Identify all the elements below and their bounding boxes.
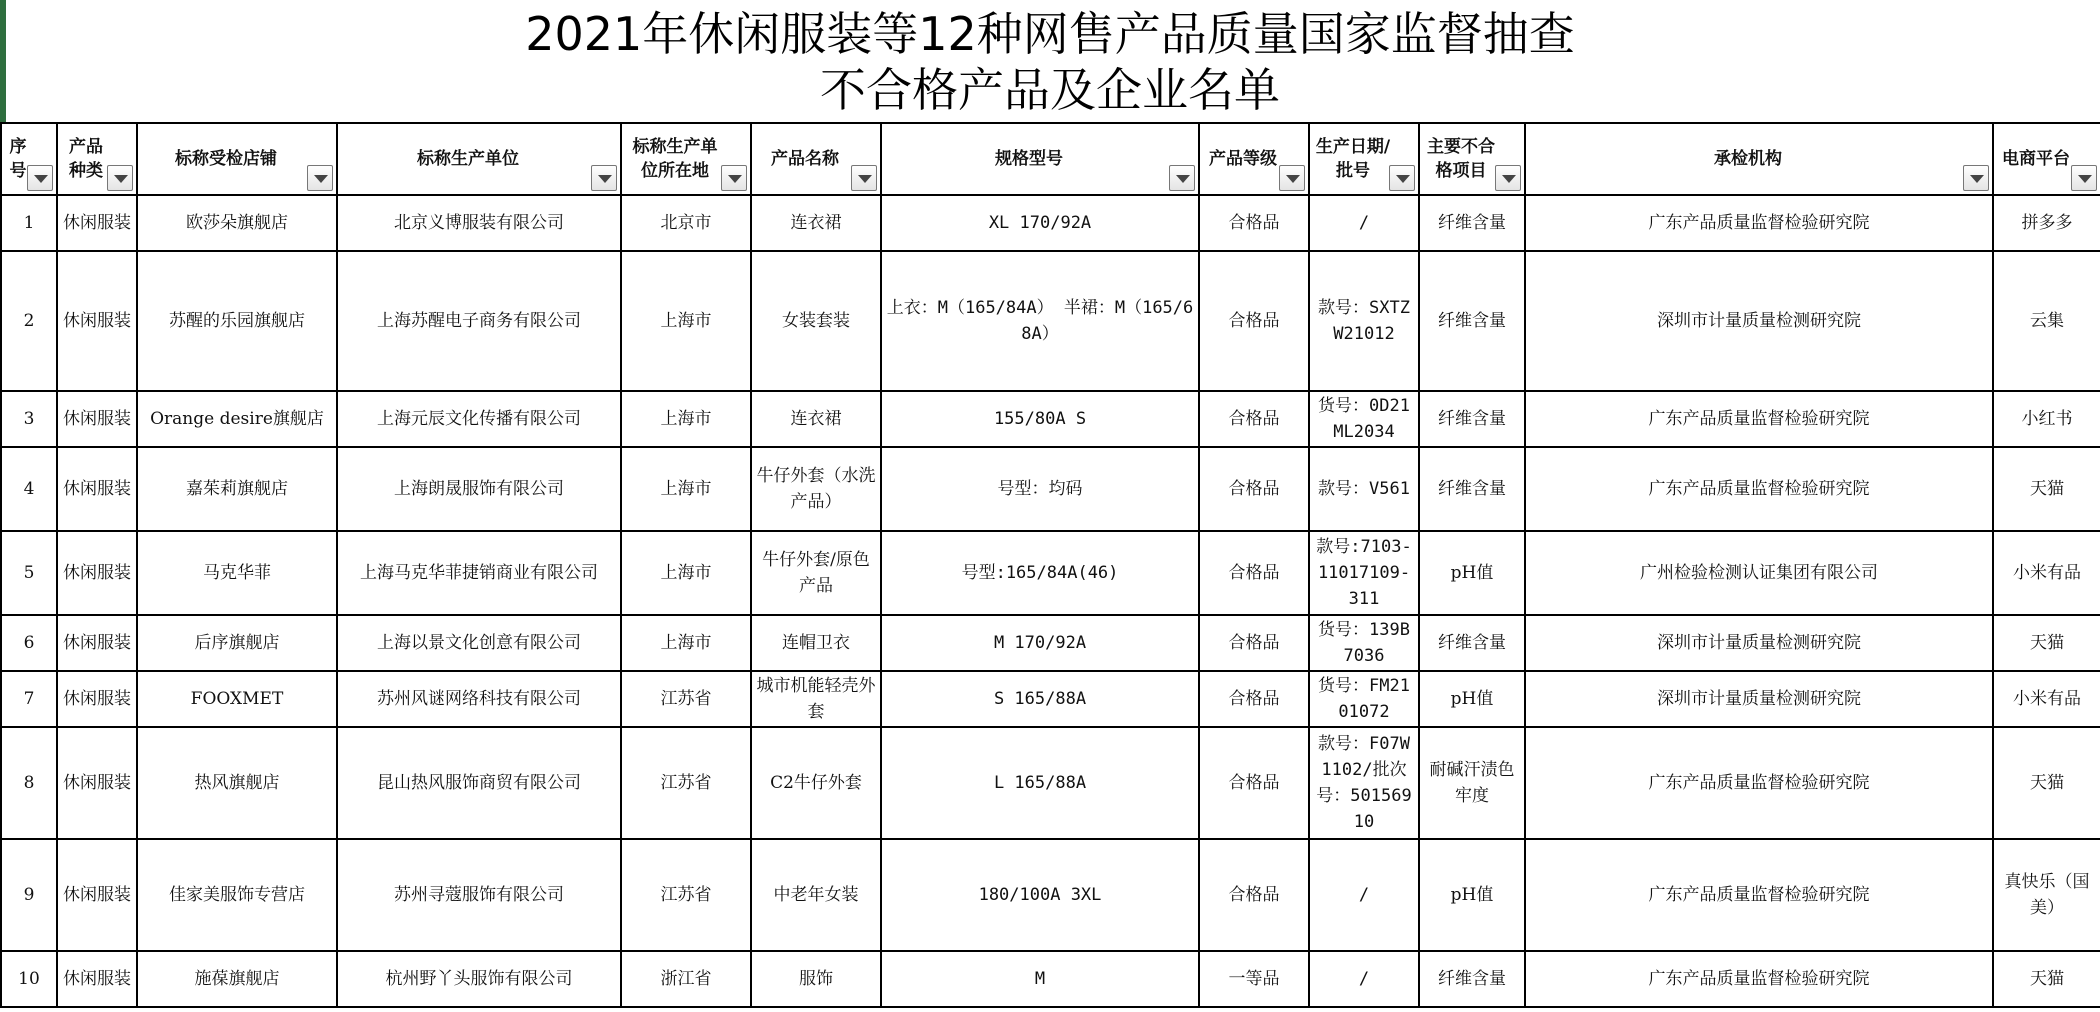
- column-header: 承检机构: [1525, 123, 1993, 195]
- table-cell[interactable]: 货号：FM2101072: [1309, 671, 1419, 727]
- table-cell[interactable]: 上海朗晟服饰有限公司: [337, 447, 621, 531]
- table-cell[interactable]: 江苏省: [621, 727, 751, 839]
- table-cell[interactable]: 合格品: [1199, 195, 1309, 251]
- table-cell[interactable]: 合格品: [1199, 531, 1309, 615]
- table-cell[interactable]: XL 170/92A: [881, 195, 1199, 251]
- table-cell[interactable]: 北京义博服装有限公司: [337, 195, 621, 251]
- table-cell[interactable]: 广东产品质量监督检验研究院: [1525, 839, 1993, 951]
- table-cell[interactable]: 9: [1, 839, 57, 951]
- column-header: 产品名称: [751, 123, 881, 195]
- table-row: [1, 251, 2100, 391]
- table-cell[interactable]: 小米有品: [1993, 531, 2100, 615]
- column-header: 产品种类: [57, 123, 137, 195]
- table-cell[interactable]: 合格品: [1199, 391, 1309, 447]
- table-row: [1, 391, 2100, 447]
- table-cell[interactable]: 号型:165/84A(46): [881, 531, 1199, 615]
- table-cell[interactable]: 上衣：M（165/84A） 半裙：M（165/68A）: [881, 251, 1199, 391]
- table-cell[interactable]: 云集: [1993, 251, 2100, 391]
- table-cell[interactable]: 纤维含量: [1419, 251, 1525, 391]
- table-cell[interactable]: pH值: [1419, 531, 1525, 615]
- table-cell[interactable]: 上海元辰文化传播有限公司: [337, 391, 621, 447]
- table-cell[interactable]: 合格品: [1199, 447, 1309, 531]
- table-cell[interactable]: 上海以景文化创意有限公司: [337, 615, 621, 671]
- table-cell[interactable]: 广东产品质量监督检验研究院: [1525, 447, 1993, 531]
- table-cell[interactable]: 休闲服装: [57, 671, 137, 727]
- table-cell[interactable]: 深圳市计量质量检测研究院: [1525, 671, 1993, 727]
- table-cell[interactable]: 号型：均码: [881, 447, 1199, 531]
- table-cell[interactable]: 女装套装: [751, 251, 881, 391]
- table-cell[interactable]: L 165/88A: [881, 727, 1199, 839]
- table-cell[interactable]: 155/80A S: [881, 391, 1199, 447]
- title-line-1: 2021年休闲服装等12种网售产品质量国家监督抽查: [525, 7, 1575, 61]
- table-cell[interactable]: 上海市: [621, 391, 751, 447]
- table-cell[interactable]: 款号：SXTZW21012: [1309, 251, 1419, 391]
- table-cell[interactable]: 上海市: [621, 531, 751, 615]
- filter-dropdown-icon[interactable]: [27, 165, 53, 191]
- table-cell[interactable]: 6: [1, 615, 57, 671]
- table-row: [1, 531, 2100, 615]
- table-cell[interactable]: 苏醒的乐园旗舰店: [137, 251, 337, 391]
- table-cell[interactable]: 3: [1, 391, 57, 447]
- table-cell[interactable]: 休闲服装: [57, 951, 137, 1007]
- table-cell[interactable]: /: [1309, 951, 1419, 1007]
- column-header: 标称生产单位所在地: [621, 123, 751, 195]
- header-row: [1, 123, 2100, 195]
- table-cell[interactable]: 合格品: [1199, 615, 1309, 671]
- table-cell[interactable]: 180/100A 3XL: [881, 839, 1199, 951]
- table-cell[interactable]: 休闲服装: [57, 727, 137, 839]
- filter-dropdown-icon[interactable]: [1169, 165, 1195, 191]
- table-cell[interactable]: 深圳市计量质量检测研究院: [1525, 615, 1993, 671]
- table-cell[interactable]: 上海市: [621, 615, 751, 671]
- table-cell[interactable]: 牛仔外套/原色产品: [751, 531, 881, 615]
- filter-dropdown-icon[interactable]: [107, 165, 133, 191]
- table-cell[interactable]: 纤维含量: [1419, 195, 1525, 251]
- table-cell[interactable]: 合格品: [1199, 839, 1309, 951]
- column-header: 标称生产单位: [337, 123, 621, 195]
- table-cell[interactable]: 4: [1, 447, 57, 531]
- table-cell[interactable]: 中老年女装: [751, 839, 881, 951]
- filter-dropdown-icon[interactable]: [1495, 165, 1521, 191]
- table-cell[interactable]: 纤维含量: [1419, 391, 1525, 447]
- table-cell[interactable]: 休闲服装: [57, 391, 137, 447]
- filter-dropdown-icon[interactable]: [307, 165, 333, 191]
- table-cell[interactable]: 款号：V561: [1309, 447, 1419, 531]
- table-cell[interactable]: 浙江省: [621, 951, 751, 1007]
- table-cell[interactable]: 连帽卫衣: [751, 615, 881, 671]
- table-cell[interactable]: 休闲服装: [57, 531, 137, 615]
- table-cell[interactable]: 纤维含量: [1419, 447, 1525, 531]
- table-cell[interactable]: 5: [1, 531, 57, 615]
- table-cell[interactable]: 一等品: [1199, 951, 1309, 1007]
- filter-dropdown-icon[interactable]: [721, 165, 747, 191]
- table-cell[interactable]: 1: [1, 195, 57, 251]
- table-cell[interactable]: 小红书: [1993, 391, 2100, 447]
- table-cell[interactable]: 货号：0D21ML2034: [1309, 391, 1419, 447]
- table-cell[interactable]: 广东产品质量监督检验研究院: [1525, 195, 1993, 251]
- column-header: 产品等级: [1199, 123, 1309, 195]
- table-cell[interactable]: S 165/88A: [881, 671, 1199, 727]
- table-row: [1, 447, 2100, 531]
- table-cell[interactable]: 广东产品质量监督检验研究院: [1525, 727, 1993, 839]
- filter-dropdown-icon[interactable]: [1279, 165, 1305, 191]
- table-cell[interactable]: 天猫: [1993, 615, 2100, 671]
- table-cell[interactable]: 江苏省: [621, 671, 751, 727]
- table-cell[interactable]: 佳家美服饰专营店: [137, 839, 337, 951]
- table-cell[interactable]: M 170/92A: [881, 615, 1199, 671]
- table-cell[interactable]: Orange desire旗舰店: [137, 391, 337, 447]
- table-cell[interactable]: 合格品: [1199, 671, 1309, 727]
- column-header: 规格型号: [881, 123, 1199, 195]
- table-cell[interactable]: 天猫: [1993, 727, 2100, 839]
- table-cell[interactable]: 昆山热风服饰商贸有限公司: [337, 727, 621, 839]
- table-cell[interactable]: 城市机能轻壳外套: [751, 671, 881, 727]
- table-cell[interactable]: pH值: [1419, 839, 1525, 951]
- column-header: 主要不合格项目: [1419, 123, 1525, 195]
- table-cell[interactable]: /: [1309, 839, 1419, 951]
- table-cell[interactable]: 合格品: [1199, 251, 1309, 391]
- table-cell[interactable]: 苏州寻蔻服饰有限公司: [337, 839, 621, 951]
- column-header: 电商平台: [1993, 123, 2100, 195]
- table-cell[interactable]: 江苏省: [621, 839, 751, 951]
- table-cell[interactable]: 上海马克华菲捷销商业有限公司: [337, 531, 621, 615]
- table-cell[interactable]: 纤维含量: [1419, 951, 1525, 1007]
- table-cell[interactable]: 广州检验检测认证集团有限公司: [1525, 531, 1993, 615]
- table-cell[interactable]: 耐碱汗渍色牢度: [1419, 727, 1525, 839]
- table-cell[interactable]: 10: [1, 951, 57, 1007]
- table-cell[interactable]: M: [881, 951, 1199, 1007]
- table-cell[interactable]: pH值: [1419, 671, 1525, 727]
- table-cell[interactable]: 拼多多: [1993, 195, 2100, 251]
- table-cell[interactable]: 广东产品质量监督检验研究院: [1525, 951, 1993, 1007]
- table-row: [1, 615, 2100, 671]
- table-cell[interactable]: 7: [1, 671, 57, 727]
- table-cell[interactable]: 欧莎朵旗舰店: [137, 195, 337, 251]
- table-cell[interactable]: 纤维含量: [1419, 615, 1525, 671]
- table-cell[interactable]: 合格品: [1199, 727, 1309, 839]
- table-cell[interactable]: 2: [1, 251, 57, 391]
- table-cell[interactable]: 广东产品质量监督检验研究院: [1525, 391, 1993, 447]
- table-cell[interactable]: 休闲服装: [57, 447, 137, 531]
- table-cell[interactable]: C2牛仔外套: [751, 727, 881, 839]
- column-header: 标称受检店铺: [137, 123, 337, 195]
- column-header: 生产日期/批号: [1309, 123, 1419, 195]
- table-row: [1, 727, 2100, 839]
- table-cell[interactable]: 天猫: [1993, 447, 2100, 531]
- table-cell[interactable]: 休闲服装: [57, 615, 137, 671]
- filter-dropdown-icon[interactable]: [591, 165, 617, 191]
- filter-dropdown-icon[interactable]: [1963, 165, 1989, 191]
- table-cell[interactable]: 真快乐（国美）: [1993, 839, 2100, 951]
- table-cell[interactable]: 热风旗舰店: [137, 727, 337, 839]
- table-row: [1, 195, 2100, 251]
- page-title: [0, 6, 2100, 118]
- table-cell[interactable]: 连衣裙: [751, 391, 881, 447]
- results-table: [0, 122, 2100, 1008]
- table-cell[interactable]: 杭州野丫头服饰有限公司: [337, 951, 621, 1007]
- table-cell[interactable]: 牛仔外套（水洗产品）: [751, 447, 881, 531]
- table-cell[interactable]: 服饰: [751, 951, 881, 1007]
- table-row: [1, 839, 2100, 951]
- title-line-2: 不合格产品及企业名单: [820, 63, 1280, 117]
- table-cell[interactable]: 休闲服装: [57, 195, 137, 251]
- table-cell[interactable]: 后序旗舰店: [137, 615, 337, 671]
- table-row: [1, 951, 2100, 1007]
- table-cell[interactable]: 深圳市计量质量检测研究院: [1525, 251, 1993, 391]
- table-cell[interactable]: 款号：F07W1102/批次号：50156910: [1309, 727, 1419, 839]
- table-cell[interactable]: 北京市: [621, 195, 751, 251]
- table-cell[interactable]: 款号:7103-11017109-311: [1309, 531, 1419, 615]
- table-cell[interactable]: 嘉茱莉旗舰店: [137, 447, 337, 531]
- filter-dropdown-icon[interactable]: [1389, 165, 1415, 191]
- table-cell[interactable]: 上海苏醒电子商务有限公司: [337, 251, 621, 391]
- table-cell[interactable]: 8: [1, 727, 57, 839]
- table-cell[interactable]: 马克华菲: [137, 531, 337, 615]
- table-row: [1, 671, 2100, 727]
- table-cell[interactable]: FOOXMET: [137, 671, 337, 727]
- table-cell[interactable]: /: [1309, 195, 1419, 251]
- table-cell[interactable]: 休闲服装: [57, 251, 137, 391]
- table-cell[interactable]: 休闲服装: [57, 839, 137, 951]
- table-cell[interactable]: 小米有品: [1993, 671, 2100, 727]
- filter-dropdown-icon[interactable]: [2071, 165, 2097, 191]
- table-cell[interactable]: 上海市: [621, 251, 751, 391]
- column-header: 序号: [1, 123, 57, 195]
- table-cell[interactable]: 连衣裙: [751, 195, 881, 251]
- table-cell[interactable]: 天猫: [1993, 951, 2100, 1007]
- table-cell[interactable]: 施葆旗舰店: [137, 951, 337, 1007]
- table-cell[interactable]: 苏州风谜网络科技有限公司: [337, 671, 621, 727]
- table-cell[interactable]: 上海市: [621, 447, 751, 531]
- table-cell[interactable]: 货号：139B7036: [1309, 615, 1419, 671]
- filter-dropdown-icon[interactable]: [851, 165, 877, 191]
